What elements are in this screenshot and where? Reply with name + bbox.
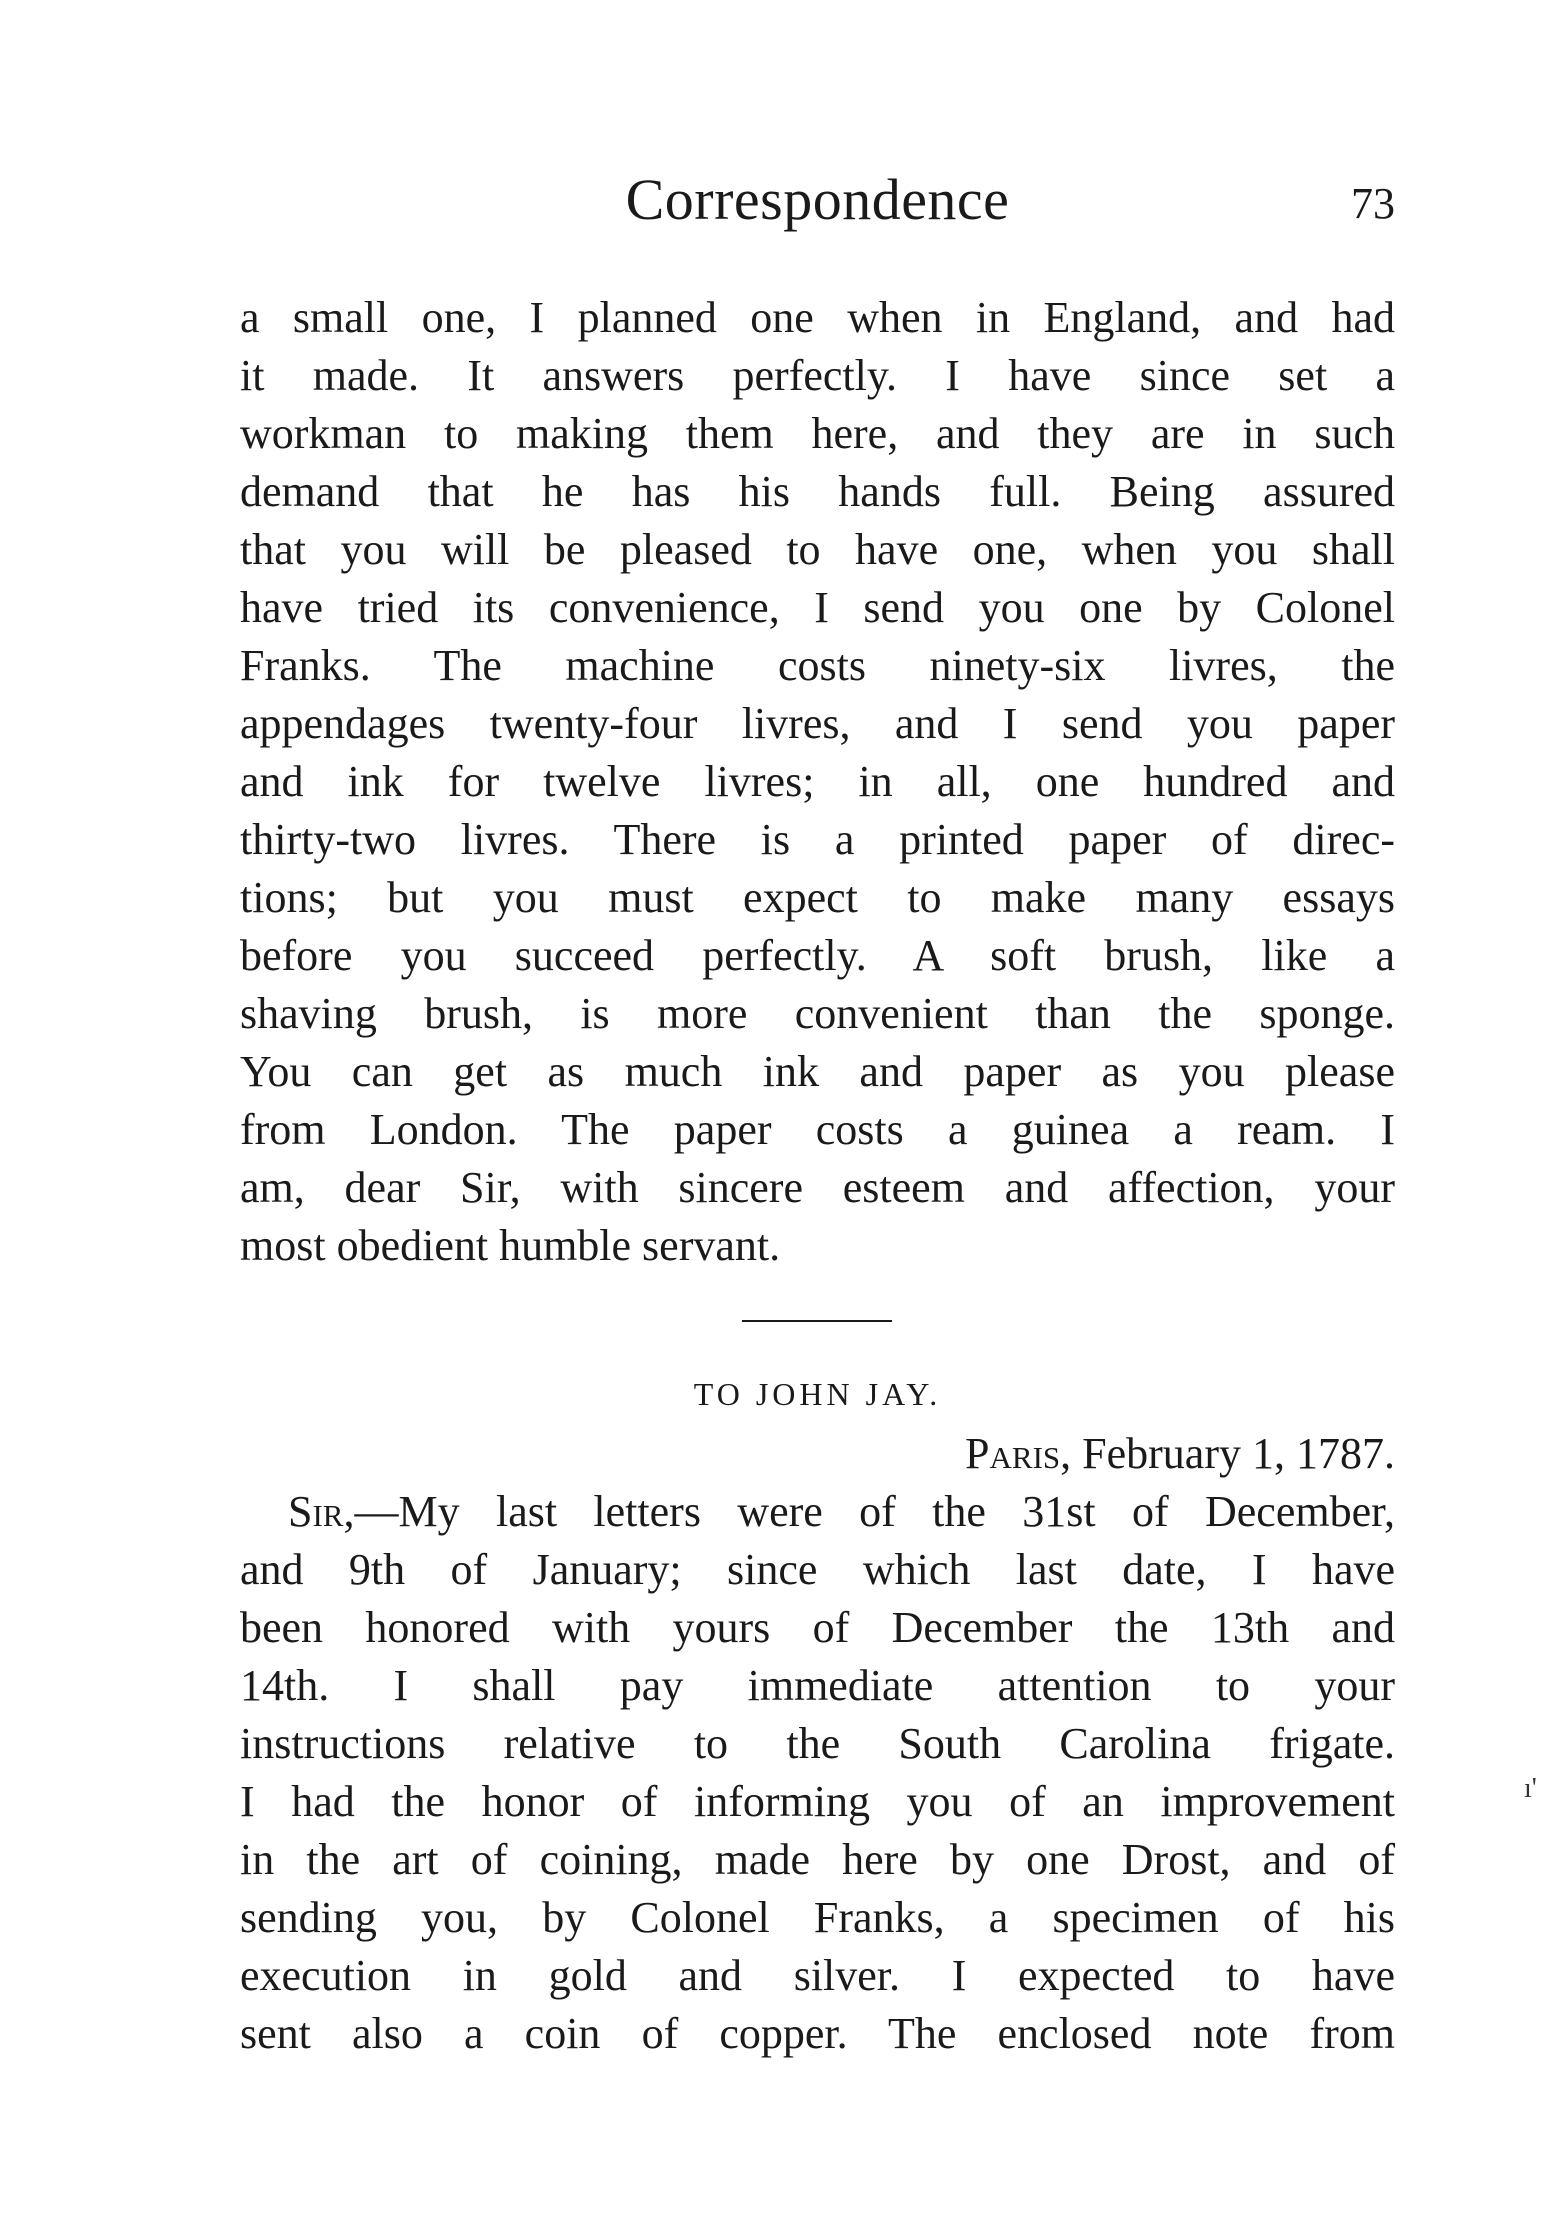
text-line: I had the honor of informing you of an improvement [240, 1777, 1395, 1826]
text-line: tions; but you must expect to make many essays [240, 873, 1395, 922]
text-line: sent also a coin of copper. The enclosed note from [240, 2009, 1395, 2058]
text-line: instructions relative to the South Carolina frigate. [240, 1719, 1395, 1768]
margin-mark: ı' [1524, 1773, 1537, 1804]
text-line: before you succeed perfectly. A soft brush, like a [240, 931, 1395, 980]
running-title: Correspondence [625, 167, 1010, 232]
text-line: a small one, I planned one when in England, and had [240, 293, 1395, 342]
text-line: am, dear Sir, with sincere esteem and affection, your [240, 1163, 1395, 1212]
text-line [240, 1486, 1395, 1538]
letter-opening-text: ,—My last letters were of the 31st of December, [343, 1487, 1395, 1536]
text-line: sending you, by Colonel Franks, a specimen of his [240, 1893, 1395, 1942]
text-line: Franks. The machine costs ninety-six livres, the [240, 641, 1395, 690]
text-line: been honored with yours of December the 13th and [240, 1603, 1395, 1652]
text-line: most obedient humble servant. [240, 1221, 781, 1270]
text-line: from London. The paper costs a guinea a ream. I [240, 1105, 1395, 1154]
text-line: and ink for twelve livres; in all, one hundred and [240, 757, 1395, 806]
text-line: You can get as much ink and paper as you please [240, 1047, 1395, 1096]
dateline-date: , February 1, 1787. [1060, 1429, 1395, 1478]
text-line: shaving brush, is more convenient than the sponge. [240, 989, 1395, 1038]
text-line: demand that he has his hands full. Being assured [240, 467, 1395, 516]
letter-dateline [965, 1424, 1395, 1484]
text-line: workman to making them here, and they are in such [240, 409, 1395, 458]
section-divider [742, 1320, 892, 1322]
text-line: that you will be pleased to have one, when you shall [240, 525, 1395, 574]
text-line: and 9th of January; since which last date, I have [240, 1545, 1395, 1594]
dateline-place: Paris [965, 1429, 1061, 1478]
text-line: thirty-two livres. There is a printed paper of direc- [240, 815, 1395, 864]
letter-salutation: Sir [288, 1487, 344, 1536]
page-number: 73 [1351, 179, 1395, 228]
page-header [240, 160, 1395, 240]
text-line: appendages twenty-four livres, and I send you paper [240, 699, 1395, 748]
text-line: 14th. I shall pay immediate attention to your [240, 1661, 1395, 1710]
text-line: execution in gold and silver. I expected to have [240, 1951, 1395, 2000]
text-line: it made. It answers perfectly. I have since set a [240, 351, 1395, 400]
letter-heading: TO JOHN JAY. [693, 1376, 942, 1412]
text-line: have tried its convenience, I send you one by Colonel [240, 583, 1395, 632]
text-line: in the art of coining, made here by one Drost, and of [240, 1835, 1395, 1884]
